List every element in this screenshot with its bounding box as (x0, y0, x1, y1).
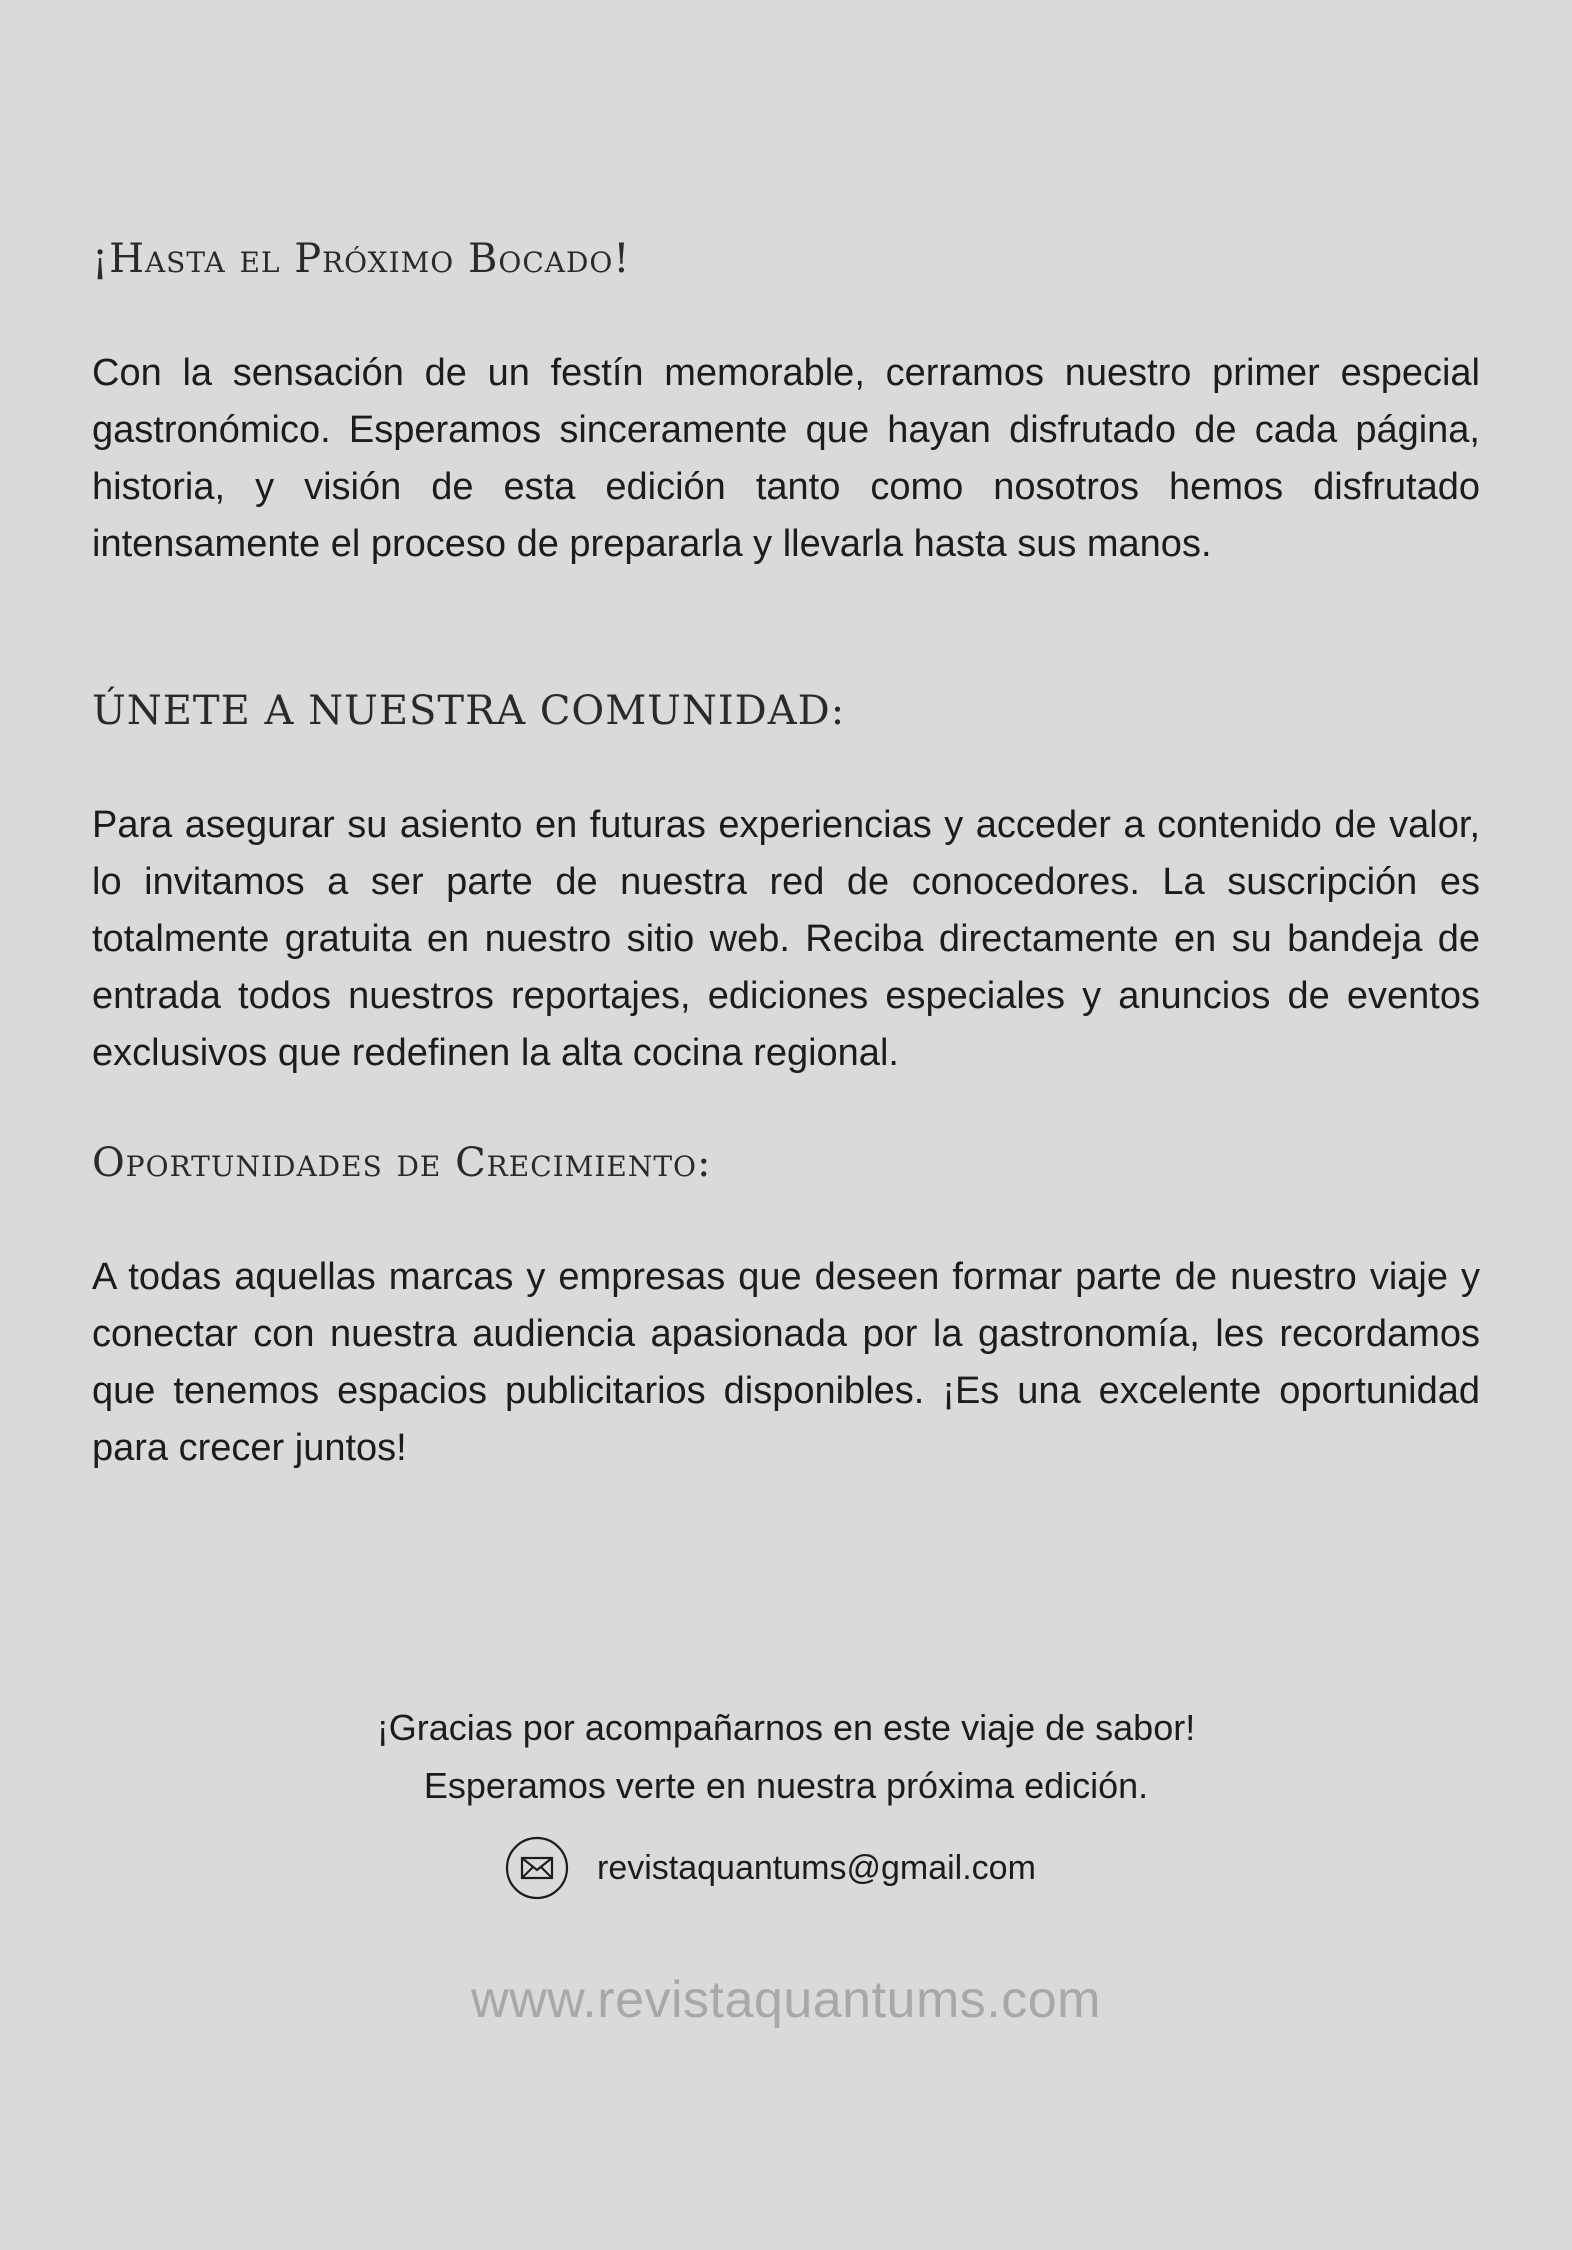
closing-line-2: Esperamos verte en nuestra próxima edición. (423, 1765, 1149, 1806)
growth-heading: Oportunidades de Crecimiento: (92, 1140, 712, 1186)
farewell-heading: ¡Hasta el Próximo Bocado! (92, 236, 631, 282)
contact-row (505, 1834, 1036, 1902)
closing-message (0, 1699, 1572, 1815)
growth-paragraph: A todas aquellas marcas y empresas que deseen formar parte de nuestro viaje y conectar con nuestra audiencia apasionada por la gastronomía, les recordamos que tenemos espacios publicitarios disponibles. ¡Es una excelente oportunidad para crecer juntos! (92, 1256, 1480, 1469)
community-paragraph: Para asegurar su asiento en futuras experiencias y acceder a contenido de valor, lo invitamos a ser parte de nuestra red de conocedores. La suscripción es totalmente gratuita en nuestro sitio web. Reciba directamente en su bandeja de entrada todos nuestros reportajes, ediciones especiales y anuncios de eventos exclusivos que redefinen la alta cocina regional. (92, 804, 1480, 1074)
website-link[interactable]: www.revistaquantums.com (471, 1971, 1101, 2029)
closing-line-1: ¡Gracias por acompañarnos en este viaje de sabor! (376, 1707, 1196, 1748)
mail-icon (505, 1836, 569, 1900)
farewell-paragraph: Con la sensación de un festín memorable, cerramos nuestro primer especial gastronómico. Esperamos sinceramente que hayan disfrutado de cada página, historia, y visión de esta edición tanto como nosotros hemos disfrutado intensamente el proceso de prepararla y llevarla hasta sus manos. (92, 352, 1480, 565)
email-link[interactable]: revistaquantums@gmail.com (597, 1848, 1036, 1887)
community-heading: ÚNETE A NUESTRA COMUNIDAD: (92, 688, 846, 734)
